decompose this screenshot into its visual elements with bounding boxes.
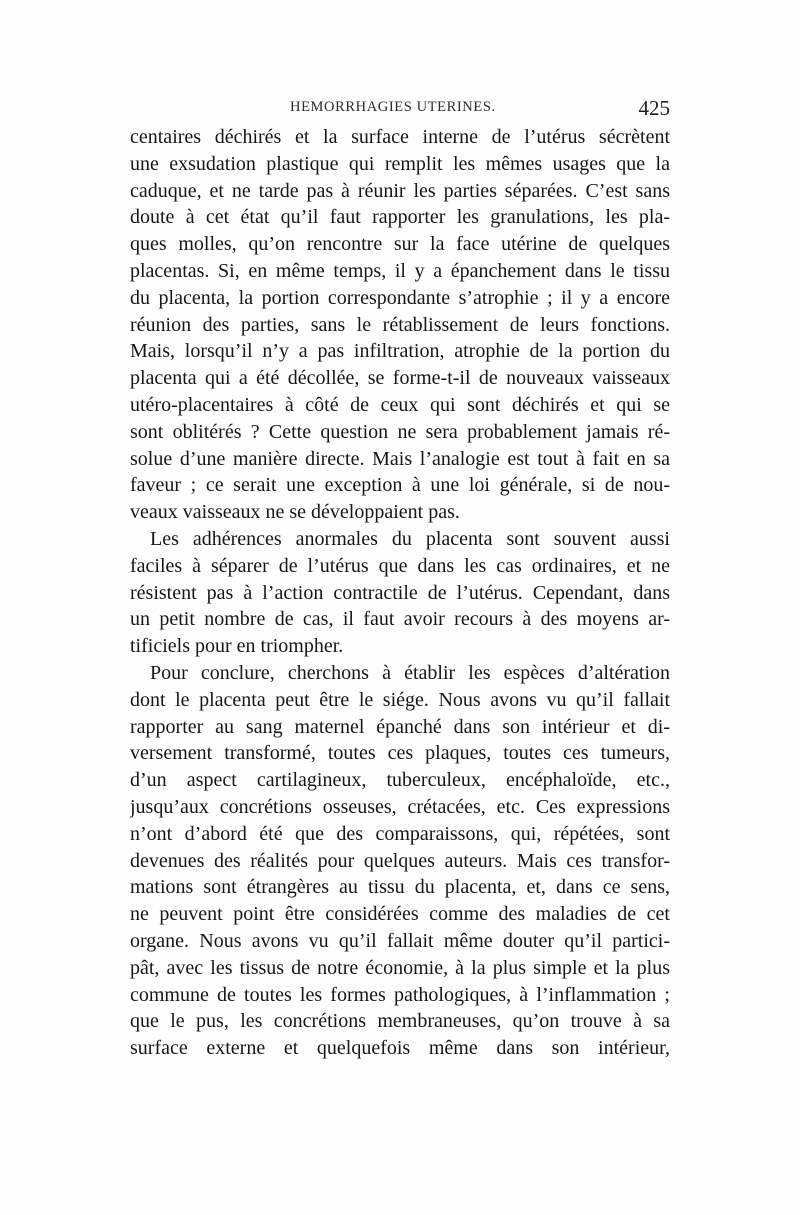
text-line: dont le placenta peut être le siége. Nous avons vu qu’il fallait: [130, 688, 670, 711]
text-line: rapporter au sang maternel épanché dans son intérieur et di-: [130, 715, 670, 738]
text-line: réunion des parties, sans le rétablissement de leurs fonctions.: [130, 313, 670, 336]
body-text: [130, 124, 670, 1062]
text-line: doute à cet état qu’il faut rapporter les granulations, les pla-: [130, 206, 670, 229]
text-line: jusqu’aux concrétions osseuses, crétacées, etc. Ces expressions: [130, 795, 670, 818]
text-line: une exsudation plastique qui remplit les mêmes usages que la: [130, 152, 670, 175]
text-line: devenues des réalités pour quelques auteurs. Mais ces transfor-: [130, 849, 670, 872]
text-line: sont oblitérés ? Cette question ne sera probablement jamais ré-: [130, 420, 670, 443]
text-line: placentas. Si, en même temps, il y a épanchement dans le tissu: [130, 259, 670, 282]
text-line: versement transformé, toutes ces plaques, toutes ces tumeurs,: [130, 742, 670, 765]
text-line: que le pus, les concrétions membraneuses, qu’on trouve à sa: [130, 1010, 670, 1033]
text-line: placenta qui a été décollée, se forme-t-il de nouveaux vaisseaux: [130, 367, 670, 390]
text-line: du placenta, la portion correspondante s’atrophie ; il y a encore: [130, 286, 670, 309]
text-line: résistent pas à l’action contractile de l’utérus. Cependant, dans: [130, 581, 670, 604]
text-line: centaires déchirés et la surface interne de l’utérus sécrètent: [130, 126, 670, 148]
text-line: faciles à séparer de l’utérus que dans les cas ordinaires, et ne: [130, 554, 670, 577]
paragraph-start-line: Les adhérences anormales du placenta sont souvent aussi: [150, 527, 670, 550]
running-head: HEMORRHAGIES UTERINES.: [290, 99, 496, 115]
paragraph-start-line: Pour conclure, cherchons à établir les espèces d’altération: [150, 661, 670, 684]
paragraph-end-line: veaux vaisseaux ne se développaient pas.: [130, 501, 460, 524]
text-line: d’un aspect cartilagineux, tuberculeux, encéphaloïde, etc.,: [130, 769, 670, 792]
text-line: faveur ; ce serait une exception à une loi générale, si de nou-: [130, 474, 670, 497]
text-line: caduque, et ne tarde pas à réunir les parties séparées. C’est sans: [130, 179, 670, 202]
text-line: n’ont d’abord été que des comparaissons, qui, répétées, sont: [130, 822, 670, 845]
text-line: un petit nombre de cas, il faut avoir recours à des moyens ar-: [130, 608, 670, 631]
text-line: ne peuvent point être considérées comme des maladies de cet: [130, 903, 670, 926]
text-line: solue d’une manière directe. Mais l’analogie est tout à fait en sa: [130, 447, 670, 470]
text-line: mations sont étrangères au tissu du placenta, et, dans ce sens,: [130, 876, 670, 899]
page-number: 425: [638, 96, 670, 120]
text-line: utéro-placentaires à côté de ceux qui sont déchirés et qui se: [130, 393, 670, 416]
text-line: organe. Nous avons vu qu’il fallait même douter qu’il partici-: [130, 929, 670, 952]
text-line: commune de toutes les formes pathologiques, à l’inflammation ;: [130, 983, 670, 1006]
paragraph-end-line: tificiels pour en triompher.: [130, 635, 344, 658]
text-line: surface externe et quelquefois même dans son intérieur,: [130, 1037, 670, 1060]
page-header: [130, 96, 670, 122]
text-line: ques molles, qu’on rencontre sur la face utérine de quelques: [130, 233, 670, 256]
text-line: Mais, lorsqu’il n’y a pas infiltration, atrophie de la portion du: [130, 340, 670, 363]
text-line: pât, avec les tissus de notre économie, à la plus simple et la plus: [130, 956, 670, 979]
